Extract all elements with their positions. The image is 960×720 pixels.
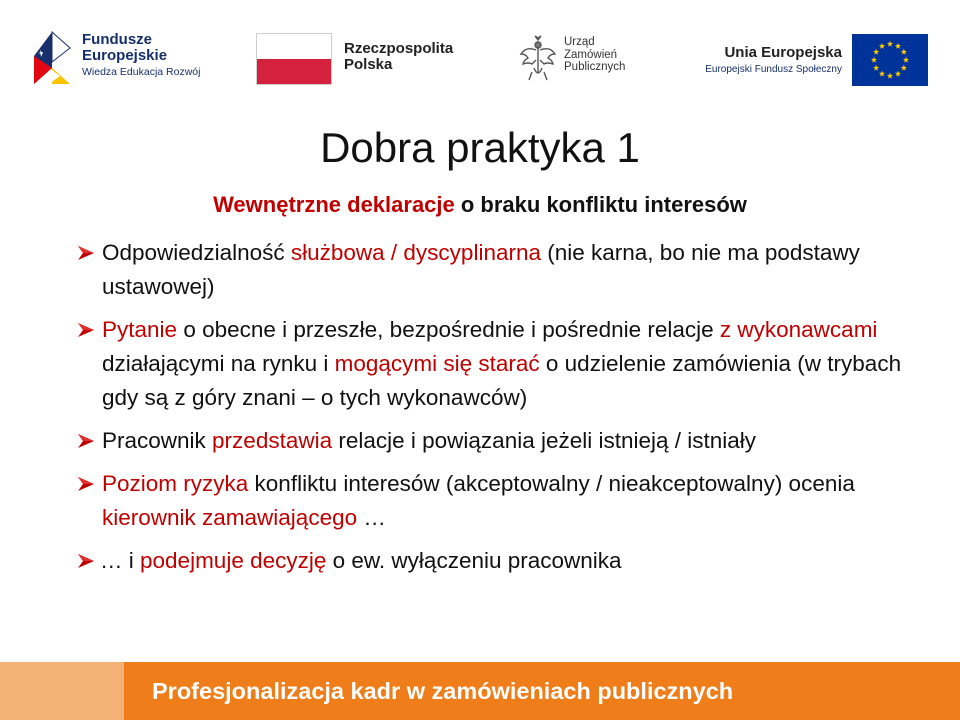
bullet-list [76, 236, 906, 587]
fundusze-line2: Europejskie [82, 46, 168, 64]
ue-line2: Europejski Fundusz Społeczny [705, 64, 842, 75]
bullet-text: konfliktu interesów (akceptowalny / nieakceptowalny) ocenia [248, 471, 855, 496]
ue-line1: Unia Europejska [724, 44, 842, 61]
bullet-text: … [357, 505, 386, 530]
bullet-text: o udzielenie zamówienia (w trybach gdy są z góry znani – o tych wykonawców) [102, 351, 902, 410]
subtitle-rest: o braku konfliktu interesów [454, 192, 747, 217]
bullet-text: (nie karna, bo nie ma podstawy ustawowej) [102, 240, 860, 299]
arrow-bullet-icon [76, 431, 96, 451]
bullet-highlight: podejmuje decyzję [140, 548, 327, 573]
fundusze-europejskie-emblem-icon [30, 28, 78, 88]
bullet-text: o obecne i przeszłe, bezpośrednie i pośrednie relacje [177, 317, 720, 342]
bullet-highlight: Poziom ryzyka [102, 471, 249, 496]
bullet-highlight: służbowa / dyscyplinarna [290, 240, 541, 265]
unia-europejska-logo [680, 34, 930, 88]
rp-line1: Rzeczpospolita [344, 40, 454, 57]
polish-flag-icon [256, 33, 332, 85]
bullet-highlight: z wykonawcami [719, 317, 878, 342]
bullet-item [76, 467, 906, 535]
urzad-zamowien-publicznych-logo [518, 34, 658, 88]
bullet-highlight: Pytanie [102, 317, 178, 342]
uzp-line1: Urząd [564, 36, 595, 48]
bullet-item [76, 424, 906, 458]
footer-accent-block [0, 662, 124, 720]
logo-bar [0, 0, 960, 110]
rp-line2: Polska [344, 55, 393, 73]
bullet-text: Pracownik [102, 428, 213, 453]
bullet-item [76, 313, 906, 415]
bullet-highlight: kierownik zamawiającego [102, 505, 358, 530]
uzp-line2: Zamówień [564, 48, 618, 61]
eu-flag-icon [852, 34, 928, 86]
fundusze-line3: Wiedza Edukacja Rozwój [82, 65, 201, 78]
bullet-text: … i [100, 548, 141, 573]
footer-text: Profesjonalizacja kadr w zamówieniach publicznych [152, 678, 734, 704]
arrow-bullet-icon [76, 551, 96, 571]
rzeczpospolita-polska-logo [256, 33, 486, 87]
slide-subtitle [0, 192, 960, 218]
subtitle-highlight: Wewnętrzne deklaracje [213, 192, 455, 217]
slide-title: Dobra praktyka 1 [320, 124, 640, 171]
bullet-text: o ew. wyłączeniu pracownika [326, 548, 622, 573]
arrow-bullet-icon [76, 474, 96, 494]
footer-banner [0, 662, 960, 720]
bullet-item [76, 236, 906, 304]
polish-eagle-icon [518, 34, 558, 84]
arrow-bullet-icon [76, 320, 96, 340]
bullet-text: działającymi na rynku i [102, 351, 335, 376]
bullet-text: Odpowiedzialność [102, 240, 291, 265]
arrow-bullet-icon [76, 243, 96, 263]
bullet-text: relacje i powiązania jeżeli istnieją / istniały [332, 428, 757, 453]
bullet-highlight: przedstawia [212, 428, 333, 453]
bullet-item [76, 544, 906, 578]
fundusze-europejskie-logo [30, 28, 230, 90]
fundusze-line1: Fundusze [82, 31, 152, 48]
uzp-line3: Publicznych [564, 61, 626, 74]
bullet-highlight: mogącymi się starać [334, 351, 540, 376]
